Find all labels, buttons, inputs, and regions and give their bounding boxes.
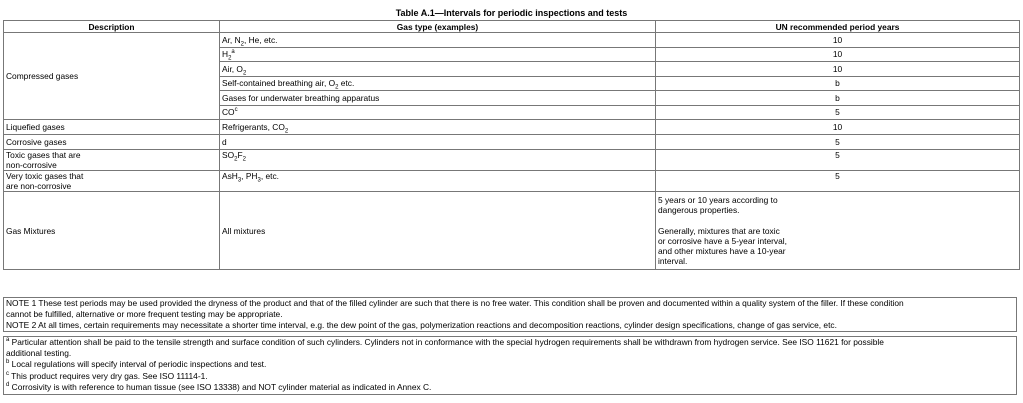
liquefied-gases-description: Liquefied gases <box>4 120 220 135</box>
period-cell: b <box>656 76 1020 91</box>
gas-type-cell: AsH$_3$, $PH_3$, etc. <box>220 171 656 192</box>
period-cell: 10 <box>656 62 1020 77</box>
gas-type-cell: $H_2^a$ <box>220 47 656 62</box>
gas-type-cell: Gases for underwater breathing apparatus <box>220 91 656 106</box>
table-title: Table A.1—Intervals for periodic inspections and tests <box>395 8 628 18</box>
gas-type-cell: All mixtures <box>220 192 656 270</box>
period-cell: 10 <box>656 33 1020 48</box>
corrosive-gases-description: Corrosive gases <box>4 135 220 150</box>
period-cell: b <box>656 91 1020 106</box>
table-row <box>4 192 1020 270</box>
table-header-row <box>4 21 1020 33</box>
period-cell: 10 <box>656 120 1020 135</box>
compressed-gases-description: Compressed gases <box>4 33 220 120</box>
footnote-b: $^b$ Local regulations will specify interval of periodic inspections and test. <box>6 359 267 370</box>
mixtures-period-cell: 5 years or 10 years according to dangerous properties. Generally, mixtures that are toxic or corrosive have a 5-year interval, and other mixtures have a 10-year interval. <box>656 192 1020 270</box>
table-row <box>4 120 1020 135</box>
gas-type-cell: Ar, $N_2$, He, etc. <box>220 33 656 48</box>
gas-mixtures-description: Gas Mixtures <box>4 192 220 270</box>
period-cell: 10 <box>656 47 1020 62</box>
period-cell: 5 <box>656 105 1020 120</box>
footnote-c: $^c$ This product requires very dry gas. See ISO 11114-1. <box>6 370 208 381</box>
period-cell: 5 <box>656 150 1020 171</box>
notes-block <box>3 297 1017 332</box>
table-row <box>4 150 1020 171</box>
gas-type-cell: $SO_2F_2$ <box>220 150 656 171</box>
footnotes-block <box>3 336 1017 395</box>
table-row <box>4 135 1020 150</box>
gas-type-cell: Refrigerants, $CO_2$ <box>220 120 656 135</box>
header-period: UN recommended period years <box>656 21 1020 33</box>
table-row <box>4 171 1020 192</box>
header-description: Description <box>4 21 220 33</box>
note-1: NOTE 1 These test periods may be used provided the dryness of the product and that of the filled cylinder are such that there is no free water. This condition shall be proven and documented within a quality system of the filler. If these condition cannot be fulfilled, alternative or more frequent testing may be appropriate. <box>6 298 904 319</box>
note-2: NOTE 2 At all times, certain requirements may necessitate a shorter time interval, e.g. the dew point of the gas, polymerization reactions and decomposition reactions, cylinder design specifications, change of gas service, etc. <box>6 320 837 330</box>
gas-type-cell: d <box>220 135 656 150</box>
footnote-a: $^a$ Particular attention shall be paid to the tensile strength and surface condition of such cylinders. Cylinders not in conformance with the special hydrogen requirements shall be withdrawn from hydrogen service. See ISO 11621 for possible additional testing. <box>6 337 884 359</box>
toxic-gases-description: Toxic gases that are non-corrosive <box>4 150 220 171</box>
inspection-intervals-table <box>3 20 1020 270</box>
gas-type-cell: $CO^c$ <box>220 105 656 120</box>
header-gas-type: Gas type (examples) <box>220 21 656 33</box>
footnote-d: $^d$ Corrosivity is with reference to human tissue (see ISO 13338) and NOT cylinder material as indicated in Annex C. <box>6 381 432 392</box>
very-toxic-gases-description: Very toxic gases that are non-corrosive <box>4 171 220 192</box>
gas-type-cell: Self-contained breathing air, $O_2$ etc. <box>220 76 656 91</box>
table-row <box>4 33 1020 48</box>
period-cell: 5 <box>656 135 1020 150</box>
gas-type-cell: Air, $O_2$ <box>220 62 656 77</box>
period-cell: 5 <box>656 171 1020 192</box>
